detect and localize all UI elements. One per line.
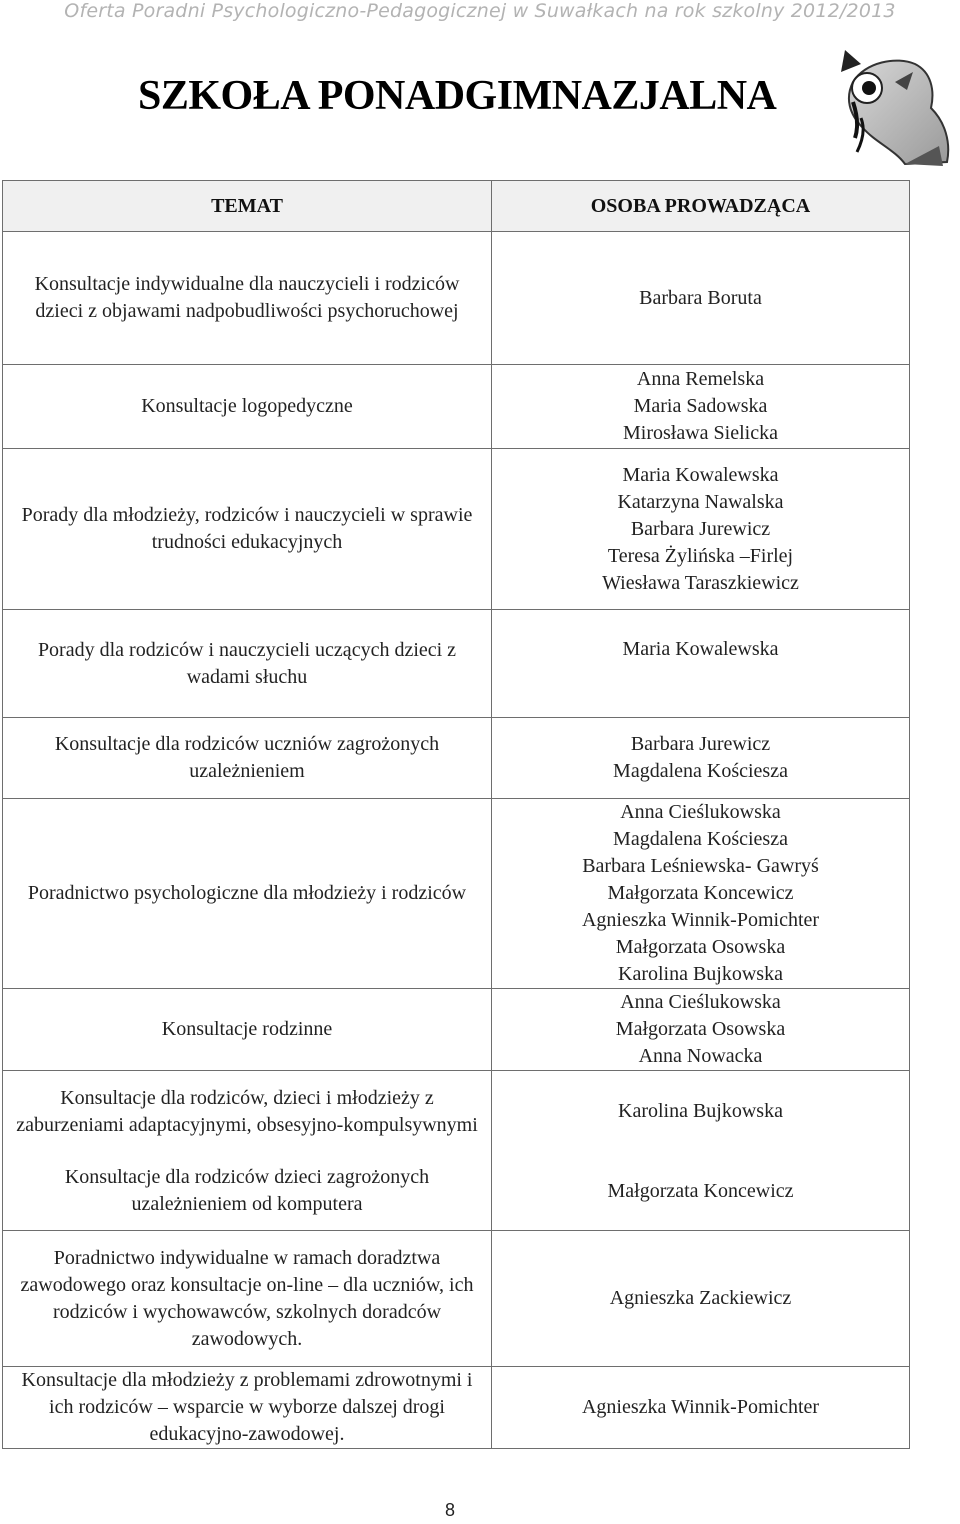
- table-row: [3, 989, 910, 1071]
- person-cell: [492, 365, 910, 449]
- topic-cell: Konsultacje dla rodziców dzieci zagrożonych uzależnieniem od komputera: [3, 1153, 492, 1231]
- person-name: Małgorzata Koncewicz: [607, 882, 794, 904]
- person-name: Magdalena Kościesza: [613, 760, 788, 782]
- page-number: 8: [444, 1500, 455, 1520]
- person-cell: [492, 1367, 910, 1449]
- person-cell: [492, 1231, 910, 1367]
- person-cell: [492, 989, 910, 1071]
- table-row: [3, 1231, 910, 1367]
- table-row: [3, 232, 910, 365]
- person-cell: [492, 718, 910, 799]
- page-title: SZKOŁA PONADGIMNAZJALNA: [138, 73, 777, 119]
- person-name: Teresa Żylińska –Firlej: [607, 544, 794, 567]
- person-name: Wiesława Taraszkiewicz: [602, 571, 799, 594]
- person-cell: [492, 1153, 910, 1231]
- person-name: Agnieszka Winnik-Pomichter: [581, 909, 820, 931]
- table-row: [3, 365, 910, 449]
- topic-cell: Poradnictwo indywidualne w ramach doradztwa zawodowego oraz konsultacje on-line – dla uczniów, ich rodziców i wychowawców, szkolnych doradców zawodowych.: [3, 1231, 492, 1367]
- topic-cell: Porady dla młodzieży, rodziców i nauczycieli w sprawie trudności edukacyjnych: [3, 449, 492, 610]
- person-name: Barbara Jurewicz: [630, 733, 771, 755]
- person-name: Barbara Boruta: [639, 286, 762, 309]
- offer-table: [2, 180, 910, 1449]
- table-row: [3, 610, 910, 718]
- person-name: Mirosława Sielicka: [623, 422, 778, 444]
- topic-cell: Porady dla rodziców i nauczycieli uczących dzieci z wadami słuchu: [3, 610, 492, 718]
- person-name: Anna Nowacka: [638, 1045, 763, 1067]
- person-name: Barbara Jurewicz: [630, 517, 771, 540]
- column-header-person: OSOBA PROWADZĄCA: [492, 181, 910, 232]
- person-name: Anna Cieślukowska: [620, 801, 781, 823]
- person-name: Maria Kowalewska: [622, 638, 779, 660]
- person-name: Karolina Bujkowska: [618, 963, 783, 985]
- person-name: Agnieszka Zackiewicz: [609, 1287, 792, 1309]
- person-cell: [492, 610, 910, 718]
- table-row: [3, 718, 910, 799]
- person-name: Katarzyna Nawalska: [617, 490, 784, 513]
- topic-cell: Konsultacje dla rodziców uczniów zagrożonych uzależnieniem: [3, 718, 492, 799]
- person-name: Anna Remelska: [636, 368, 765, 390]
- person-cell: [492, 1071, 910, 1153]
- table-row: [3, 1367, 910, 1449]
- person-name: Małgorzata Koncewicz: [607, 1179, 794, 1202]
- person-name: Barbara Leśniewska- Gawryś: [582, 855, 819, 877]
- topic-cell: Konsultacje dla młodzieży z problemami zdrowotnymi i ich rodziców – wsparcie w wyborze dalszej drogi edukacyjno-zawodowej.: [3, 1367, 492, 1449]
- person-name: Agnieszka Winnik-Pomichter: [581, 1396, 820, 1418]
- table-row: [3, 1153, 910, 1231]
- bird-logo-icon: [835, 42, 953, 172]
- table-row: [3, 1071, 910, 1153]
- person-name: Magdalena Kościesza: [613, 828, 788, 850]
- person-name: Małgorzata Osowska: [615, 936, 786, 958]
- person-name: Karolina Bujkowska: [618, 1100, 783, 1123]
- topic-cell: Konsultacje rodzinne: [3, 989, 492, 1071]
- person-name: Maria Sadowska: [633, 395, 768, 417]
- table-row: [3, 449, 910, 610]
- person-name: Małgorzata Osowska: [615, 1018, 786, 1040]
- person-name: Anna Cieślukowska: [620, 991, 781, 1013]
- topic-cell: Konsultacje indywidualne dla nauczycieli i rodziców dzieci z objawami nadpobudliwości psychoruchowej: [3, 232, 492, 365]
- table-row: [3, 799, 910, 989]
- table-header-row: [3, 181, 910, 232]
- topic-cell: Konsultacje logopedyczne: [3, 365, 492, 449]
- running-header: Oferta Poradni Psychologiczno-Pedagogicznej w Suwałkach na rok szkolny 2012/2013: [64, 0, 896, 22]
- person-name: Maria Kowalewska: [622, 463, 779, 486]
- topic-cell: Poradnictwo psychologiczne dla młodzieży i rodziców: [3, 799, 492, 989]
- column-header-topic: TEMAT: [3, 181, 492, 232]
- topic-cell: Konsultacje dla rodziców, dzieci i młodzieży z zaburzeniami adaptacyjnymi, obsesyjno-kompulsywnymi: [3, 1071, 492, 1153]
- person-cell: [492, 449, 910, 610]
- person-cell: [492, 232, 910, 365]
- person-cell: [492, 799, 910, 989]
